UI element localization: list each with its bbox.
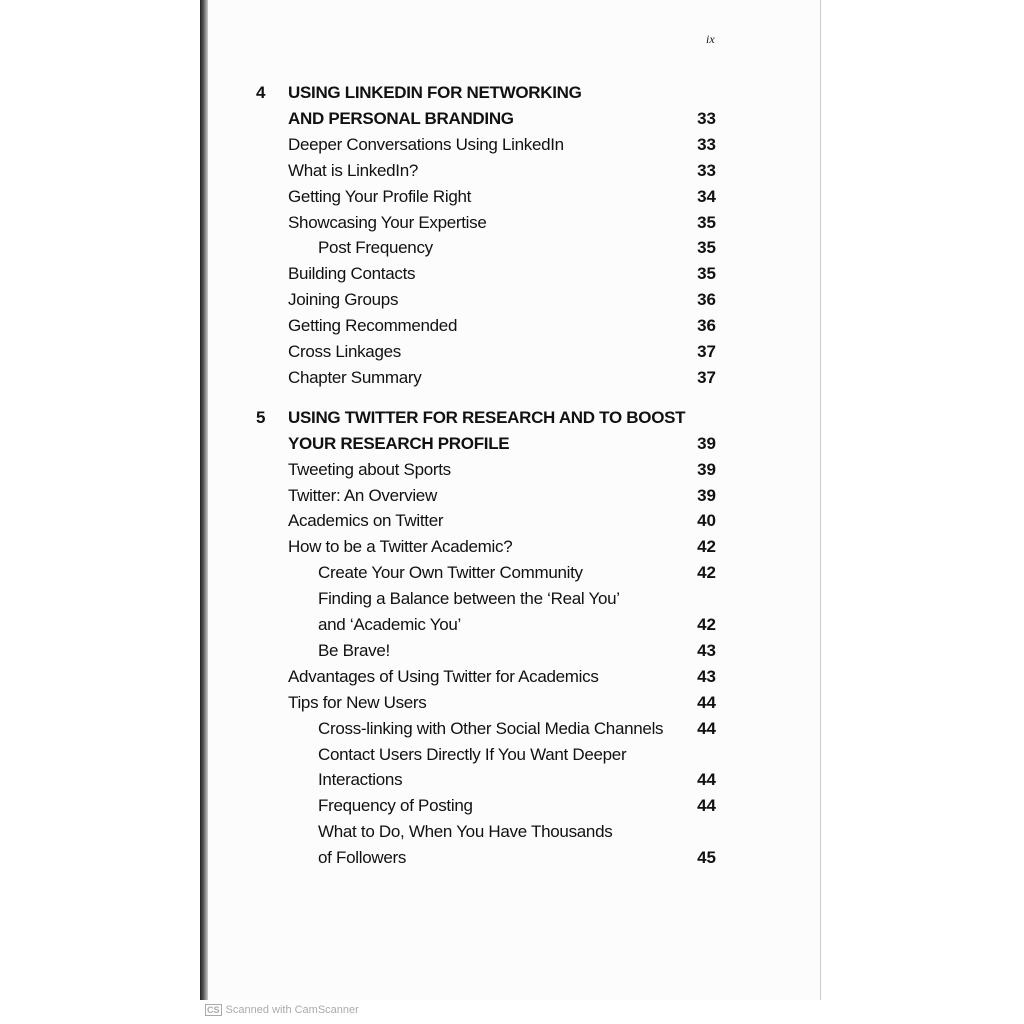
- entry-title: YOUR RESEARCH PROFILE: [288, 433, 510, 453]
- page-number: 36: [697, 290, 716, 310]
- scanner-watermark: [205, 1004, 359, 1016]
- toc-entry: [0, 534, 1024, 560]
- entry-title: Frequency of Posting: [318, 796, 473, 816]
- entry-title: of Followers: [318, 848, 407, 868]
- entry-title: Twitter: An Overview: [288, 485, 437, 505]
- page-number: 42: [697, 537, 716, 557]
- page-number: 36: [697, 316, 716, 336]
- chapter-number: 5: [256, 407, 266, 427]
- toc-entry: [0, 431, 1024, 457]
- page-number: 40: [697, 511, 716, 531]
- entry-title: Post Frequency: [318, 238, 433, 258]
- toc-entry: [0, 793, 1024, 819]
- toc-entry: [0, 767, 1024, 793]
- toc-entry: [0, 716, 1024, 742]
- entry-title: AND PERSONAL BRANDING: [288, 108, 514, 128]
- page-number: 45: [697, 848, 716, 868]
- entry-title: Interactions: [318, 770, 403, 790]
- entry-title: Contact Users Directly If You Want Deeper: [318, 744, 627, 764]
- page-number: 33: [697, 108, 716, 128]
- toc-entry: [0, 845, 1024, 871]
- page-number: 43: [697, 640, 716, 660]
- page-number: 35: [697, 212, 716, 232]
- entry-title: Getting Recommended: [288, 316, 458, 336]
- page-number: 39: [697, 459, 716, 479]
- toc-entry: [0, 287, 1024, 313]
- entry-title: What to Do, When You Have Thousands: [318, 822, 613, 842]
- page-number: 39: [697, 433, 716, 453]
- page-number: 37: [697, 367, 716, 387]
- toc-entry: [0, 132, 1024, 158]
- page-number: 44: [697, 796, 716, 816]
- chapter-heading: [0, 405, 1024, 431]
- page-number: 35: [697, 238, 716, 258]
- entry-title: USING TWITTER FOR RESEARCH AND TO BOOST: [288, 407, 686, 427]
- entry-title: Create Your Own Twitter Community: [318, 563, 583, 583]
- toc-entry: [0, 457, 1024, 483]
- page-number: 39: [697, 485, 716, 505]
- toc-entry: [0, 365, 1024, 391]
- entry-title: Academics on Twitter: [288, 511, 444, 531]
- toc-entry: [0, 339, 1024, 365]
- toc-entry: [0, 313, 1024, 339]
- toc-entry: [0, 158, 1024, 184]
- page-number: 37: [697, 342, 716, 361]
- entry-title: Showcasing Your Expertise: [288, 212, 487, 232]
- entry-title: Deeper Conversations Using LinkedIn: [288, 134, 564, 154]
- toc-entry: [0, 483, 1024, 509]
- entry-title: Building Contacts: [288, 264, 416, 284]
- chapter-number: 4: [256, 83, 266, 102]
- toc-entry: [0, 690, 1024, 716]
- page-number: 33: [697, 160, 716, 180]
- entry-title: USING LINKEDIN FOR NETWORKING: [288, 83, 582, 102]
- toc-entry: [0, 819, 1024, 845]
- watermark-text: Scanned with CamScanner: [225, 1004, 359, 1016]
- entry-title: Tweeting about Sports: [288, 459, 451, 479]
- entry-title: Cross Linkages: [288, 342, 401, 361]
- entry-title: Getting Your Profile Right: [288, 186, 472, 206]
- camscanner-logo-icon: CS: [207, 1005, 220, 1015]
- toc-entry: [0, 742, 1024, 768]
- entry-title: Joining Groups: [288, 290, 399, 310]
- entry-title: Advantages of Using Twitter for Academics: [288, 666, 599, 686]
- entry-title: Finding a Balance between the ‘Real You’: [318, 589, 620, 609]
- entry-title: Tips for New Users: [288, 692, 427, 712]
- page-number: 44: [697, 718, 716, 738]
- entry-title: What is LinkedIn?: [288, 160, 419, 180]
- page-number: 44: [697, 692, 716, 712]
- toc-entry: [0, 560, 1024, 586]
- toc-entry: [0, 508, 1024, 534]
- toc-entry: [0, 210, 1024, 236]
- toc-entry: [0, 664, 1024, 690]
- toc-entry: [0, 586, 1024, 612]
- entry-title: Be Brave!: [318, 640, 390, 660]
- toc-entry: [0, 106, 1024, 132]
- page-number: 42: [697, 615, 716, 634]
- toc-entry: [0, 612, 1024, 638]
- page-number: 42: [697, 563, 716, 583]
- toc-entry: [0, 638, 1024, 664]
- entry-title: Chapter Summary: [288, 367, 422, 387]
- page-number: 34: [697, 186, 716, 206]
- page-number: 35: [697, 264, 716, 284]
- page-number: 33: [697, 134, 716, 154]
- page-folio: ix: [706, 32, 715, 46]
- page-number: 43: [697, 666, 716, 686]
- entry-title: and ‘Academic You’: [318, 615, 461, 634]
- toc-entry: [0, 184, 1024, 210]
- entry-title: How to be a Twitter Academic?: [288, 537, 513, 557]
- toc-entry: [0, 261, 1024, 287]
- entry-title: Cross-linking with Other Social Media Channels: [318, 718, 664, 738]
- page-number: 44: [697, 770, 716, 790]
- toc-entry: [0, 235, 1024, 261]
- chapter-heading: [0, 80, 1024, 106]
